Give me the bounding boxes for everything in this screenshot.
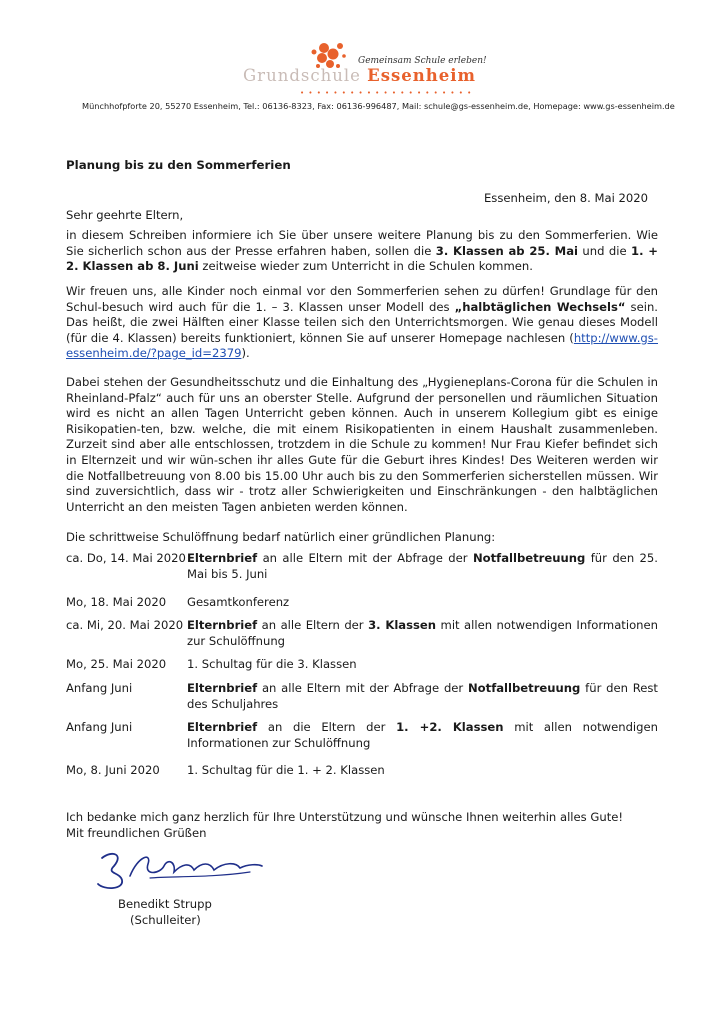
schedule-date: Anfang Juni (66, 720, 133, 734)
text-run: für den Rest des Schuljahres (187, 681, 658, 711)
school-tagline: Gemeinsam Schule erleben! (358, 56, 487, 66)
paragraph-model (66, 284, 658, 362)
bold-text: „halbtäglichen Wechsels“ (454, 299, 626, 314)
text-run: an alle Eltern der (257, 618, 369, 632)
text-run: sein. Das heißt, die zwei Hälften einer Klasse teilen sich den Unterrichtsmorgen. Wie genau dieses Modell (für die 4. Klassen) bereits funktioniert, können Sie auf unserer Homepage nachlesen ( (66, 299, 658, 345)
bold-text: Elternbrief (187, 618, 258, 632)
logo-dotted-line: • • • • • • • • • • • • • • • • • • • • • (300, 89, 473, 97)
text-run: zeitweise wieder zum Unterricht in die Schulen kommen. (198, 259, 533, 274)
homepage-link[interactable]: http://www.gs-essenheim.de/?page_id=2379 (66, 330, 658, 361)
bold-text: Elternbrief (187, 551, 258, 565)
school-name-part1: Grundschule (243, 66, 368, 85)
bold-text: Notfallbetreuung (472, 551, 586, 565)
schedule-text (187, 551, 658, 582)
closing-thanks: Ich bedanke mich ganz herzlich für Ihre Unterstützung und wünsche Ihnen weiterhin alles Gute! (66, 810, 624, 824)
paragraph-planning-intro: Die schrittweise Schulöffnung bedarf natürlich einer gründlichen Planung: (66, 530, 496, 544)
letter-salutation: Sehr geehrte Eltern, (66, 208, 184, 222)
text-run: in diesem Schreiben informiere ich Sie über unsere weitere Planung bis zu den Sommerferien. Wie Sie sicherlich schon aus der Presse erfahren haben, sollen die (66, 228, 658, 258)
text-run: 1. Schultag für die 1. + 2. Klassen (187, 763, 385, 777)
bold-text: 3. Klassen ab 25. Mai (435, 243, 579, 258)
signer-name: Benedikt Strupp (118, 897, 212, 911)
school-name-part2: Essenheim (367, 66, 477, 85)
text-run: an die Eltern der (257, 720, 397, 734)
text-run: Gesamtkonferenz (187, 595, 290, 609)
paragraph-intro (66, 228, 658, 275)
bold-text: Notfallbetreuung (467, 681, 581, 695)
bold-text: 1. + 2. Klassen ab 8. Juni (66, 243, 659, 274)
paragraph-hygiene: Dabei stehen der Gesundheitsschutz und die Einhaltung des „Hygieneplans-Corona für die Schulen in Rheinland-Pfalz“ auch für uns an oberster Stelle. Aufgrund der personellen und räumlichen Situation wird es nicht an allen Tagen Unterricht geben können. Auch in unserem Kollegium gibt es einige Risikopatien-ten, bzw. welche, die mit einem Risikopatienten in einem Haushalt zusammenleben. Zurzeit sind aber alle entschlossen, trotzdem in die Schule zu kommen! Nur Frau Kiefer befindet sich in Elternzeit und wir wün-schen ihr alles Gute für die Geburt ihres Kindes! Des Weiteren werden wir die Notfallbetreuung von 8.00 bis 15.00 Uhr auch bis zu den Sommerferien sicherstellen müssen. Wir sind zuversichtlich, dass wir - trotz aller Schwierigkeiten und Einschränkungen - den halbtäglichen Unterricht an den meisten Tagen anbieten werden können. (66, 375, 658, 514)
schedule-text (187, 681, 658, 712)
letter-date: Essenheim, den 8. Mai 2020 (483, 191, 648, 205)
schedule-date: Mo, 8. Juni 2020 (66, 763, 160, 777)
schedule-text (187, 720, 658, 751)
letter-subject: Planung bis zu den Sommerferien (66, 158, 291, 172)
schedule-date: ca. Mi, 20. Mai 2020 (66, 618, 184, 632)
signer-role: (Schulleiter) (130, 913, 201, 927)
schedule-text (187, 657, 658, 673)
text-run: 1. Schultag für die 3. Klassen (187, 657, 357, 671)
closing-greeting: Mit freundlichen Grüßen (66, 826, 207, 840)
text-run: und die (578, 243, 632, 258)
schedule-text (187, 618, 658, 649)
school-address-line: Münchhofpforte 20, 55270 Essenheim, Tel.: 06136-8323, Fax: 06136-996487, Mail: schule@gs-essenheim.de, Homepage: www.gs-essenheim.de (82, 101, 675, 111)
text-run: an alle Eltern mit der Abfrage der (257, 551, 473, 565)
schedule-date: Mo, 18. Mai 2020 (66, 595, 167, 609)
text-run: Wir freuen uns, alle Kinder noch einmal vor den Sommerferien sehen zu dürfen! Grundlage für den Schul-besuch wird auch für die 1. – 3. Klassen unser Modell des (66, 284, 658, 314)
text-run: für den 25. Mai bis 5. Juni (187, 551, 658, 581)
schedule-date: Anfang Juni (66, 681, 133, 695)
schedule-text (187, 595, 658, 611)
bold-text: Elternbrief (187, 720, 258, 734)
bold-text: 3. Klassen (368, 618, 437, 632)
schedule-date: Mo, 25. Mai 2020 (66, 657, 167, 671)
text-run: an alle Eltern mit der Abfrage der (257, 681, 468, 695)
text-run: mit allen notwendigen Informationen zur Schulöffnung (187, 720, 658, 750)
bold-text: 1. +2. Klassen (396, 720, 504, 734)
school-name (243, 68, 476, 84)
text-run: mit allen notwendigen Informationen zur Schulöffnung (187, 618, 658, 648)
handwritten-signature (90, 846, 270, 896)
text-run: ). (241, 346, 250, 361)
schedule-text (187, 763, 658, 779)
schedule-date: ca. Do, 14. Mai 2020 (66, 551, 186, 565)
bold-text: Elternbrief (187, 681, 258, 695)
